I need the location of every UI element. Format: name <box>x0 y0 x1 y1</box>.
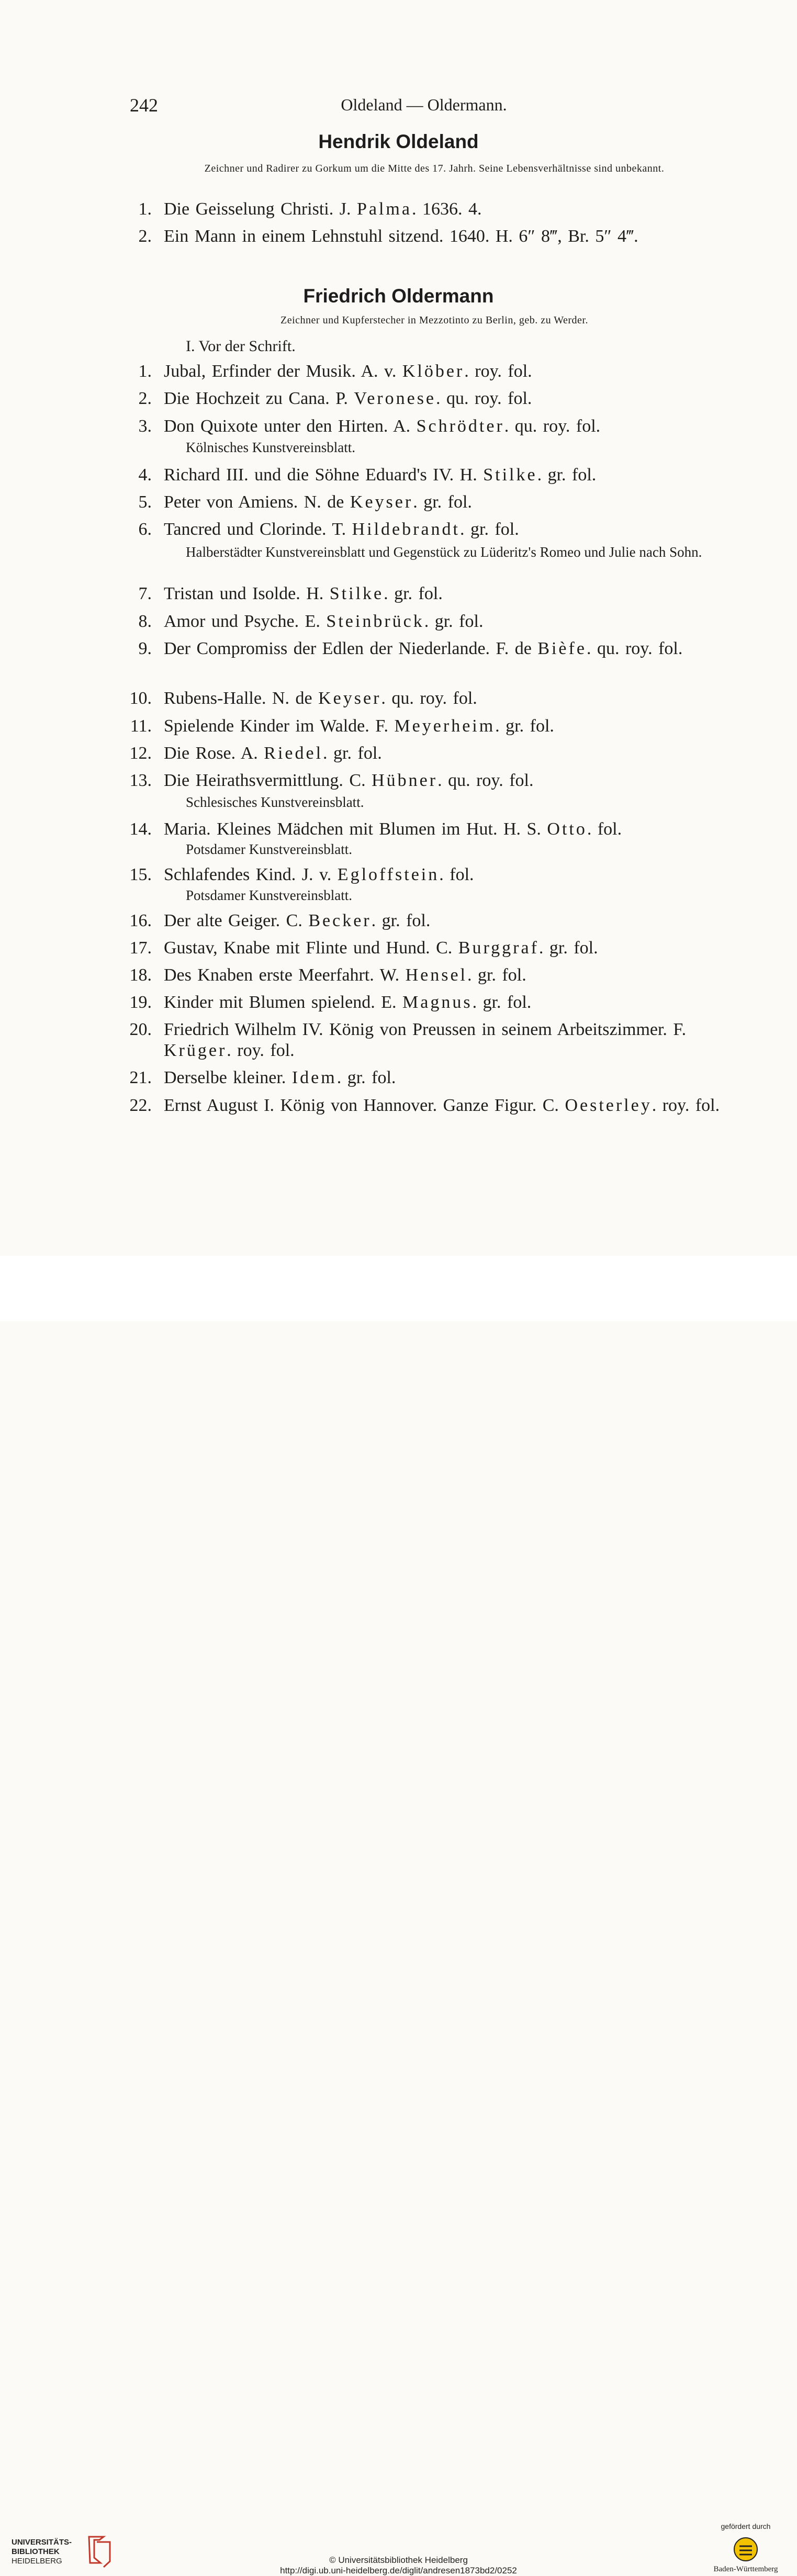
section-label: I. Vor der Schrift. <box>186 338 296 355</box>
permalink[interactable]: http://digi.ub.uni-heidelberg.de/diglit/andresen1873bd2/0252 <box>280 2566 517 2575</box>
page-number: 242 <box>130 95 158 116</box>
entry-text: Jubal, Erfinder der Musik. A. v. Klöber. roy. fol. <box>164 362 532 381</box>
entry-number: 19. <box>129 993 152 1012</box>
entry-note: Potsdamer Kunstvereinsblatt. <box>186 841 352 857</box>
entry-number: 20. <box>129 1020 152 1039</box>
funded-by-label: gefördert durch <box>721 2522 771 2530</box>
entry-text: Richard III. und die Söhne Eduard's IV. H. Stilke. gr. fol. <box>164 465 597 485</box>
footer <box>0 1256 797 2575</box>
entry-note: Potsdamer Kunstvereinsblatt. <box>186 887 352 903</box>
entry-text: Schlafendes Kind. J. v. Egloffstein. fol. <box>164 865 474 884</box>
entry-number: 7. <box>138 584 152 603</box>
entry-number: 8. <box>138 612 152 631</box>
copyright-notice: © Universitätsbibliothek Heidelberg <box>329 2555 468 2565</box>
entry-number: 13. <box>129 771 152 790</box>
artist-description: Zeichner und Kupferstecher in Mezzotinto zu Berlin, geb. zu Werder. <box>280 314 588 326</box>
entry-text: Friedrich Wilhelm IV. König von Preussen in seinem Arbeitszimmer. F. Krüger. roy. fol. <box>164 1020 687 1060</box>
entry-note: Halberstädter Kunstvereinsblatt und Gegenstück zu Lüderitz's Romeo und Julie nach Sohn. <box>186 544 702 560</box>
entry-text: Maria. Kleines Mädchen mit Blumen im Hut. H. S. Otto. fol. <box>164 819 622 839</box>
entry-number: 17. <box>129 938 152 958</box>
entry-text: Der Compromiss der Edlen der Niederlande. F. de Bièfe. qu. roy. fol. <box>164 639 683 658</box>
entry-number: 2. <box>138 227 152 246</box>
artist-heading-oldermann: Friedrich Oldermann <box>303 285 494 307</box>
entry-number: 22. <box>129 1096 152 1115</box>
entry-text: Die Heirathsvermittlung. C. Hübner. qu. roy. fol. <box>164 771 534 790</box>
entry-number: 2. <box>138 389 152 408</box>
entry-text: Peter von Amiens. N. de Keyser. gr. fol. <box>164 492 472 512</box>
entry-number: 15. <box>129 865 152 884</box>
entry-text: Gustav, Knabe mit Flinte und Hund. C. Burggraf. gr. fol. <box>164 938 598 958</box>
scanned-page <box>0 0 797 1256</box>
entry-text: Don Quixote unter den Hirten. A. Schrödter. qu. roy. fol. <box>164 417 601 436</box>
library-name-line: UNIVERSITÄTS- <box>12 2538 72 2547</box>
entry-number: 1. <box>138 199 152 219</box>
entry-text: Kinder mit Blumen spielend. E. Magnus. gr. fol. <box>164 993 532 1012</box>
entry-text: Amor und Psyche. E. Steinbrück. gr. fol. <box>164 612 484 631</box>
entry-text: Der alte Geiger. C. Becker. gr. fol. <box>164 911 431 930</box>
entry-text: Derselbe kleiner. Idem. gr. fol. <box>164 1068 396 1087</box>
entry-text: Die Rose. A. Riedel. gr. fol. <box>164 744 382 763</box>
entry-text: Tancred und Clorinde. T. Hildebrandt. gr. fol. <box>164 520 519 539</box>
entry-text: Spielende Kinder im Walde. F. Meyerheim. gr. fol. <box>164 716 554 736</box>
entry-text: Rubens-Halle. N. de Keyser. qu. roy. fol. <box>164 689 477 708</box>
entry-note: Schlesisches Kunstvereinsblatt. <box>186 794 364 810</box>
state-emblem-icon <box>730 2536 761 2563</box>
entry-number: 6. <box>138 520 152 539</box>
entry-number: 12. <box>129 744 152 763</box>
entry-number: 5. <box>138 492 152 512</box>
entry-number: 18. <box>129 965 152 985</box>
running-head: Oldeland — Oldermann. <box>341 95 507 114</box>
entry-number: 14. <box>129 819 152 839</box>
entry-text: Ein Mann in einem Lehnstuhl sitzend. 1640. H. 6″ 8‴, Br. 5″ 4‴. <box>164 227 638 246</box>
artist-heading-oldeland: Hendrik Oldeland <box>318 131 479 152</box>
entry-number: 21. <box>129 1068 152 1087</box>
entry-text: Tristan und Isolde. H. Stilke. gr. fol. <box>164 584 443 603</box>
library-name-line: HEIDELBERG <box>12 2557 62 2566</box>
entry-number: 4. <box>138 465 152 485</box>
entry-number: 3. <box>138 417 152 436</box>
funder-name: Baden-Württemberg <box>713 2565 778 2573</box>
entry-number: 10. <box>129 689 152 708</box>
entry-number: 1. <box>138 362 152 381</box>
entry-number: 16. <box>129 911 152 930</box>
entry-text: Die Geisselung Christi. J. Palma. 1636. 4. <box>164 199 482 219</box>
entry-number: 11. <box>130 716 152 736</box>
entry-text: Des Knaben erste Meerfahrt. W. Hensel. gr. fol. <box>164 965 526 985</box>
library-name-line: BIBLIOTHEK <box>12 2547 60 2556</box>
entry-note: Kölnisches Kunstvereinsblatt. <box>186 440 355 455</box>
entry-text: Die Hochzeit zu Cana. P. Veronese. qu. roy. fol. <box>164 389 532 408</box>
artist-description: Zeichner und Radirer zu Gorkum um die Mitte des 17. Jahrh. Seine Lebensverhältnisse sind unbekannt. <box>204 163 665 174</box>
entry-number: 9. <box>138 639 152 658</box>
entry-text: Ernst August I. König von Hannover. Ganze Figur. C. Oesterley. roy. fol. <box>164 1096 720 1115</box>
